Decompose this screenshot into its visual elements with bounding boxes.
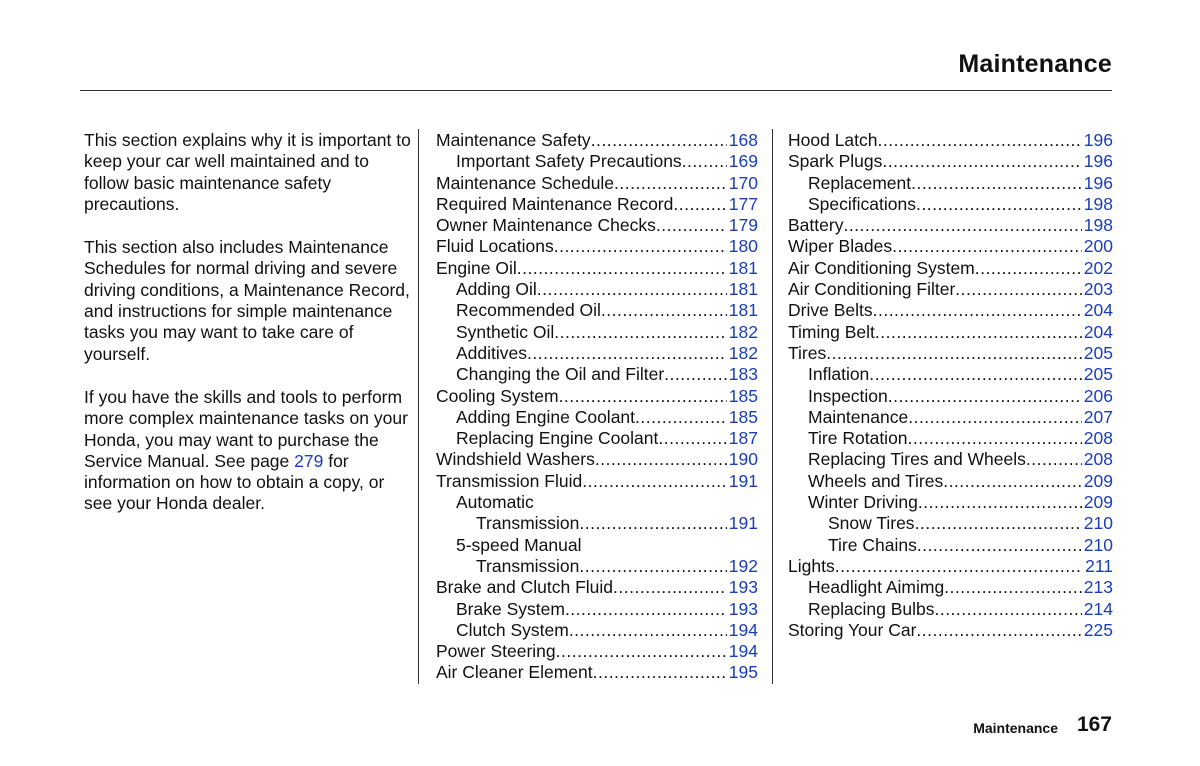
toc-leader-dots (569, 620, 727, 641)
toc-entry[interactable] (436, 513, 758, 534)
toc-page-link[interactable]: 177 (728, 193, 758, 214)
toc-entry-title: Storing Your Car (788, 619, 917, 640)
toc-page-link[interactable]: 204 (1083, 321, 1113, 342)
toc-page-link[interactable]: 205 (1083, 364, 1113, 385)
toc-page-link[interactable]: 213 (1083, 577, 1113, 598)
toc-entry-title: Air Conditioning System (788, 257, 975, 278)
toc-page-link[interactable]: 192 (728, 555, 758, 576)
toc-leader-dots (635, 407, 727, 428)
toc-page-link[interactable]: 182 (728, 321, 758, 342)
toc-entry[interactable] (436, 364, 758, 385)
toc-entry[interactable] (436, 300, 758, 321)
toc-leader-dots (835, 556, 1083, 577)
toc-entry (436, 535, 758, 556)
toc-page-link[interactable]: 168 (728, 130, 758, 150)
toc-entry-title: Drive Belts (788, 300, 873, 321)
toc-entry-title: Additives (456, 342, 528, 363)
toc-page-link[interactable]: 187 (728, 428, 758, 449)
toc-page-link[interactable]: 214 (1083, 598, 1113, 619)
toc-entry-title: Important Safety Precautions (456, 151, 682, 172)
intro-paragraph-3-text-end: for information on how to obtain a copy, or see your Honda dealer. (84, 450, 385, 514)
toc-leader-dots (918, 492, 1082, 513)
toc-leader-dots (934, 599, 1081, 620)
toc-leader-dots (826, 343, 1082, 364)
toc-leader-dots (595, 449, 727, 470)
column-divider-right (772, 129, 773, 684)
toc-leader-dots (556, 641, 727, 662)
toc-page-link[interactable]: 195 (728, 662, 758, 683)
toc-entry[interactable] (436, 620, 758, 641)
toc-page-link[interactable]: 205 (1083, 342, 1113, 363)
toc-entry[interactable] (436, 449, 758, 470)
toc-entry-title: Spark Plugs (788, 151, 883, 172)
toc-leader-dots (892, 236, 1082, 257)
toc-entry[interactable] (788, 428, 1113, 449)
toc-entry-title: Replacing Bulbs (808, 598, 935, 619)
toc-leader-dots (875, 322, 1082, 343)
intro-paragraph-1: This section explains why it is important to keep your car well maintained and to follow basic maintenance safety precautions. (84, 130, 411, 214)
toc-entry-title: Fluid Locations (436, 236, 554, 257)
toc-entry-title: Synthetic Oil (456, 321, 555, 342)
toc-entry-title: Hood Latch (788, 130, 878, 150)
toc-entry-title: Brake and Clutch Fluid (436, 577, 614, 598)
toc-entry[interactable] (788, 258, 1113, 279)
toc-leader-dots (582, 471, 727, 492)
toc-entry[interactable] (436, 428, 758, 449)
toc-page-link[interactable]: 181 (728, 300, 758, 321)
toc-entry-title: Replacing Tires and Wheels (808, 449, 1026, 470)
toc-page-link[interactable]: 198 (1083, 193, 1113, 214)
toc-entry[interactable] (788, 577, 1113, 598)
toc-leader-dots (911, 173, 1082, 194)
column-divider-left (418, 129, 419, 684)
toc-entry[interactable] (436, 407, 758, 428)
toc-leader-dots (601, 300, 727, 321)
header-divider (80, 90, 1112, 91)
toc-entry-title: Headlight Aimimg (808, 577, 945, 598)
toc-leader-dots (579, 513, 726, 534)
toc-leader-dots (917, 535, 1082, 556)
toc-entry-title: Air Cleaner Element (436, 662, 593, 683)
toc-entry[interactable] (436, 236, 758, 257)
toc-entry[interactable] (788, 215, 1113, 236)
toc-entry[interactable] (788, 364, 1113, 385)
toc-entry[interactable] (788, 599, 1113, 620)
intro-paragraph-2: This section also includes Maintenance Schedules for normal driving and severe driving conditions, a Maintenance Record, and instructions for simple maintenance tasks you may want to take care of yourself. (84, 237, 410, 364)
toc-leader-dots (517, 258, 727, 279)
toc-leader-dots (593, 662, 727, 683)
toc-entry-title: Changing the Oil and Filter (456, 364, 665, 385)
toc-entry[interactable] (788, 343, 1113, 364)
toc-leader-dots (882, 151, 1081, 172)
toc-leader-dots (673, 194, 726, 215)
toc-entry[interactable] (436, 343, 758, 364)
toc-leader-dots (537, 279, 727, 300)
toc-entry[interactable] (788, 386, 1113, 407)
toc-entry[interactable] (436, 173, 758, 194)
toc-leader-dots (682, 151, 727, 172)
toc-entry-title: Wiper Blades (788, 236, 893, 257)
toc-page-link[interactable]: 198 (1083, 215, 1113, 236)
toc-leader-dots (658, 428, 726, 449)
toc-entry[interactable] (436, 577, 758, 598)
toc-page-link[interactable]: 207 (1083, 406, 1113, 427)
toc-leader-dots (554, 236, 727, 257)
toc-page-link[interactable]: 196 (1083, 172, 1113, 193)
toc-entry-title: Transmission (476, 555, 580, 576)
page-title: Maintenance (958, 50, 1112, 78)
intro-paragraph-3 (84, 387, 412, 515)
toc-entry-title: Replacing Engine Coolant (456, 428, 659, 449)
toc-leader-dots (873, 300, 1082, 321)
toc-page-link[interactable]: 180 (728, 236, 758, 257)
toc-page-link[interactable]: 169 (728, 151, 758, 172)
toc-entry-title: Required Maintenance Record (436, 193, 674, 214)
intro-text (84, 130, 412, 537)
toc-entry[interactable] (788, 513, 1113, 534)
toc-entry-title: Owner Maintenance Checks (436, 215, 656, 236)
toc-page-link[interactable]: 179 (728, 215, 758, 236)
toc-entry[interactable] (788, 300, 1113, 321)
toc-entry[interactable] (788, 535, 1113, 556)
toc-entry[interactable] (436, 556, 758, 577)
toc-page-link[interactable]: 170 (728, 172, 758, 193)
toc-entry[interactable] (788, 151, 1113, 172)
toc-leader-dots (613, 577, 727, 598)
toc-entry[interactable] (788, 173, 1113, 194)
toc-entry[interactable] (436, 599, 758, 620)
toc-entry[interactable] (788, 130, 1113, 151)
toc-entry[interactable] (788, 236, 1113, 257)
toc-page-link[interactable]: 209 (1083, 470, 1113, 491)
toc-page-link[interactable]: 190 (728, 449, 758, 470)
toc-entry-title: Wheels and Tires (808, 470, 944, 491)
toc-page-link[interactable]: 206 (1083, 385, 1113, 406)
footer-page-number: 167 (1076, 713, 1112, 736)
toc-entry[interactable] (436, 151, 758, 172)
toc-leader-dots (664, 364, 727, 385)
toc-page-link[interactable]: 210 (1083, 513, 1113, 534)
toc-entry-title: Recommended Oil (456, 300, 601, 321)
toc-leader-dots (878, 130, 1082, 151)
toc-page-link[interactable]: 208 (1083, 449, 1113, 470)
toc-entry-title: Transmission Fluid (436, 470, 583, 491)
toc-leader-dots (656, 215, 727, 236)
toc-entry[interactable] (436, 322, 758, 343)
toc-leader-dots (955, 279, 1082, 300)
toc-leader-dots (869, 364, 1082, 385)
toc-entry[interactable] (436, 130, 758, 151)
toc-page-link[interactable]: 185 (728, 406, 758, 427)
toc-leader-dots (944, 577, 1082, 598)
toc-entry[interactable] (788, 492, 1113, 513)
toc-leader-dots (916, 194, 1082, 215)
toc-leader-dots (916, 620, 1081, 641)
toc-page-link[interactable]: 225 (1083, 619, 1113, 640)
toc-entry-title: Inflation (808, 364, 870, 385)
toc-leader-dots (614, 173, 727, 194)
page-reference-link[interactable]: 279 (294, 450, 324, 471)
toc-page-link[interactable]: 202 (1083, 257, 1113, 278)
toc-entry (436, 492, 758, 513)
toc-entry-title: 5-speed Manual (456, 534, 582, 555)
toc-leader-dots (579, 556, 726, 577)
toc-leader-dots (975, 258, 1082, 279)
toc-leader-dots (527, 343, 727, 364)
toc-entry-title: Replacement (808, 172, 912, 193)
toc-page-link[interactable]: 191 (728, 470, 758, 491)
toc-entry[interactable] (788, 322, 1113, 343)
toc-entry-title: Tire Rotation (808, 428, 908, 449)
toc-page-link[interactable]: 204 (1083, 300, 1113, 321)
toc-entry[interactable] (788, 556, 1113, 577)
toc-entry-title: Winter Driving (808, 492, 918, 513)
toc-page-link[interactable]: 196 (1083, 151, 1113, 172)
toc-entry[interactable] (788, 449, 1113, 470)
toc-entry[interactable] (788, 471, 1113, 492)
toc-leader-dots (565, 599, 727, 620)
toc-entry-title: Snow Tires (828, 513, 915, 534)
toc-page-link[interactable]: 181 (728, 279, 758, 300)
toc-entry-title: Clutch System (456, 619, 569, 640)
toc-entry-title: Battery (788, 215, 844, 236)
toc-entry[interactable] (788, 279, 1113, 300)
toc-page-link[interactable]: 196 (1083, 130, 1113, 150)
toc-entry-title: Maintenance Safety (436, 130, 591, 150)
toc-leader-dots (1026, 449, 1082, 470)
toc-entry[interactable] (788, 407, 1113, 428)
toc-entry-title: Engine Oil (436, 257, 517, 278)
toc-page-link[interactable]: 194 (728, 641, 758, 662)
toc-page-link[interactable]: 209 (1083, 492, 1113, 513)
toc-entry[interactable] (436, 641, 758, 662)
toc-page-link[interactable]: 211 (1085, 555, 1113, 576)
toc-entry-title: Automatic (456, 492, 534, 513)
toc-entry-title: Timing Belt (788, 321, 875, 342)
toc-entry-title: Air Conditioning Filter (788, 279, 956, 300)
toc-page-link[interactable]: 185 (728, 385, 758, 406)
toc-entry-title: Maintenance Schedule (436, 172, 615, 193)
toc-entry-title: Adding Oil (456, 279, 537, 300)
toc-leader-dots (908, 407, 1082, 428)
toc-leader-dots (559, 386, 727, 407)
toc-leader-dots (943, 471, 1082, 492)
toc-leader-dots (915, 513, 1082, 534)
toc-page-link[interactable]: 191 (728, 513, 758, 534)
toc-entry[interactable] (436, 194, 758, 215)
toc-leader-dots (888, 386, 1082, 407)
toc-entry-title: Adding Engine Coolant (456, 406, 636, 427)
toc-column-left (436, 130, 758, 684)
toc-page-link[interactable]: 182 (728, 342, 758, 363)
intro-paragraph-3-text: If you have the skills and tools to perform more complex maintenance tasks on your Honda, you may want to purchase the Service Manual. See page (84, 386, 408, 471)
toc-page-link[interactable]: 181 (728, 257, 758, 278)
toc-entry[interactable] (788, 194, 1113, 215)
toc-page-link[interactable]: 208 (1083, 428, 1113, 449)
toc-entry-title: Lights (788, 555, 835, 576)
toc-leader-dots (908, 428, 1082, 449)
toc-page-link[interactable]: 183 (728, 364, 758, 385)
toc-entry-title: Tires (788, 342, 827, 363)
toc-entry-title: Brake System (456, 598, 565, 619)
toc-entry-title: Transmission (476, 513, 580, 534)
toc-entry-title: Windshield Washers (436, 449, 595, 470)
toc-page-link[interactable]: 193 (728, 598, 758, 619)
toc-entry-title: Inspection (808, 385, 888, 406)
toc-entry[interactable] (436, 386, 758, 407)
toc-entry[interactable] (788, 620, 1113, 641)
toc-entry[interactable] (436, 258, 758, 279)
toc-page-link[interactable]: 203 (1083, 279, 1113, 300)
toc-entry-title: Maintenance (808, 406, 909, 427)
toc-entry[interactable] (436, 471, 758, 492)
toc-column-right (788, 130, 1113, 641)
toc-entry[interactable] (436, 215, 758, 236)
toc-entry[interactable] (436, 279, 758, 300)
toc-entry[interactable] (436, 662, 758, 683)
toc-entry-title: Tire Chains (828, 534, 917, 555)
toc-page-link[interactable]: 194 (728, 619, 758, 640)
toc-page-link[interactable]: 210 (1083, 534, 1113, 555)
toc-entry-title: Power Steering (436, 641, 556, 662)
toc-leader-dots (591, 130, 727, 151)
toc-entry-title: Specifications (808, 193, 916, 214)
toc-leader-dots (554, 322, 727, 343)
footer-section-label: Maintenance (973, 720, 1058, 736)
toc-page-link[interactable]: 200 (1083, 236, 1113, 257)
toc-entry-title: Cooling System (436, 385, 559, 406)
toc-page-link[interactable]: 193 (728, 577, 758, 598)
toc-leader-dots (843, 215, 1081, 236)
